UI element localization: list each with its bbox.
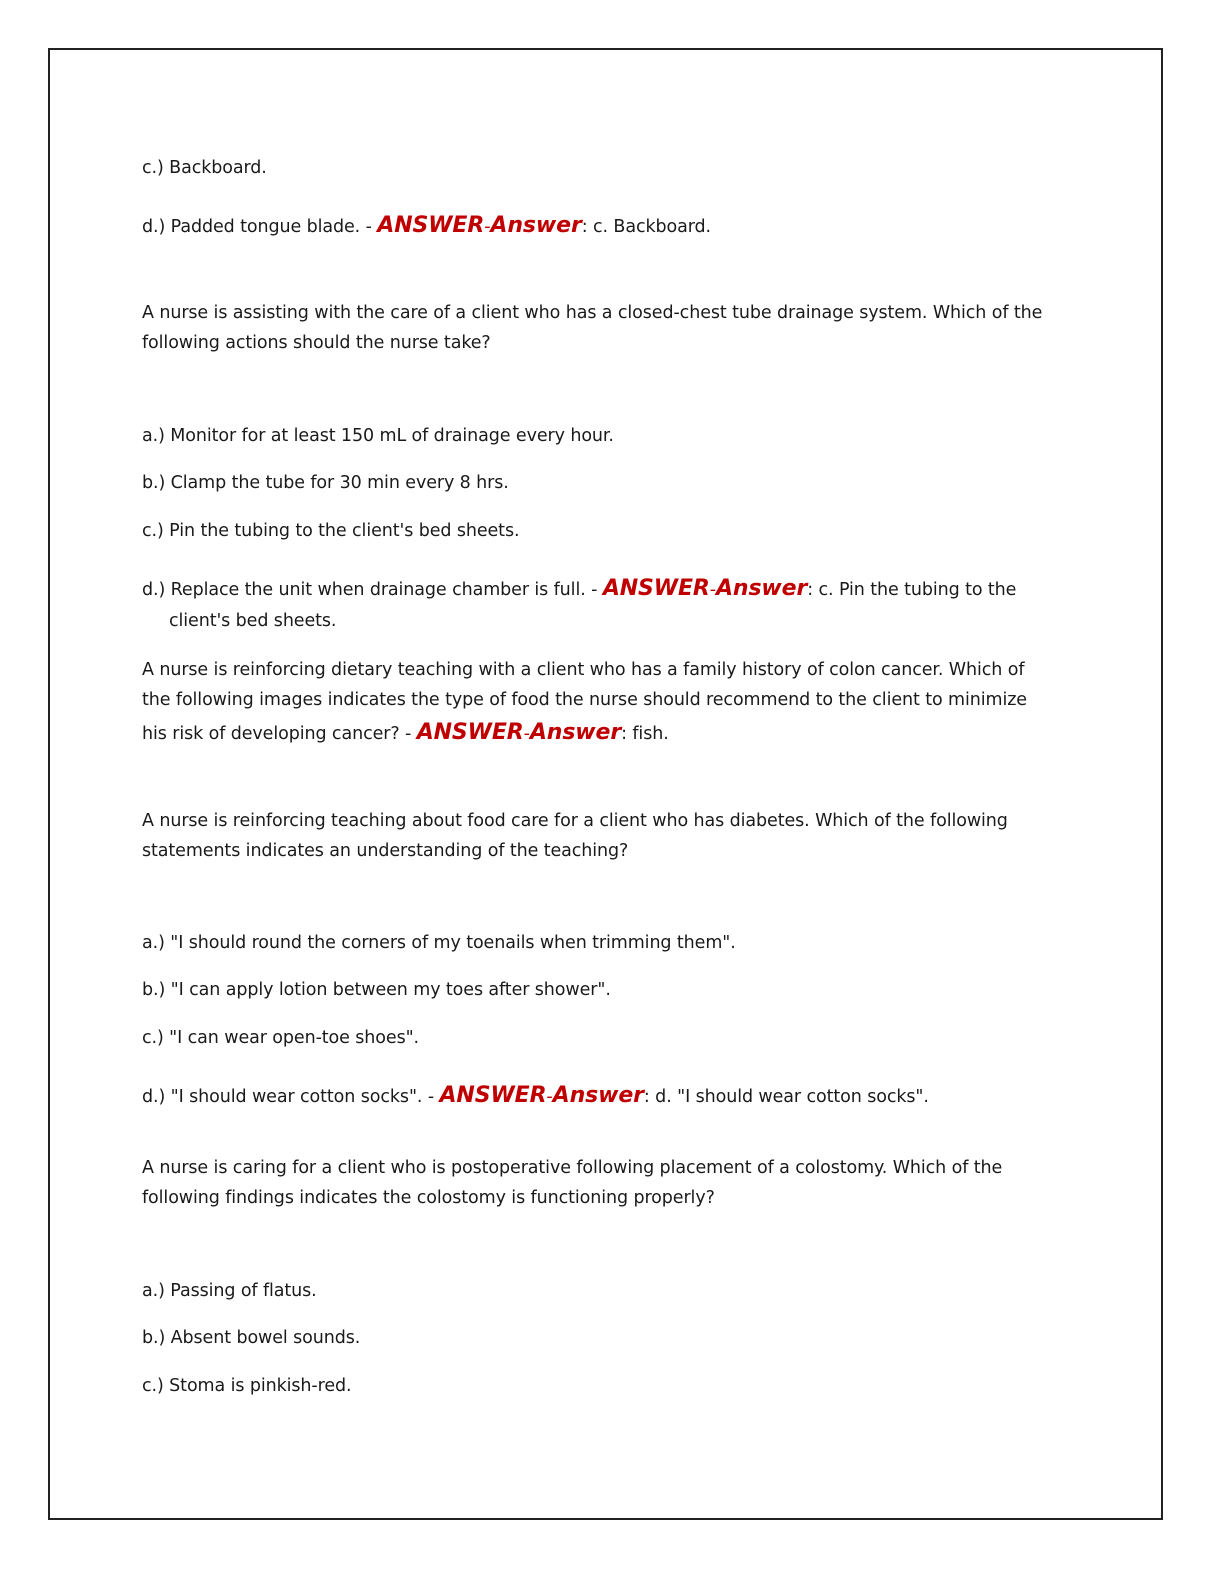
answer-text: : fish.	[621, 724, 669, 744]
answer-line	[142, 1081, 929, 1112]
option-line: b.) "I can apply lotion between my toes after shower".	[142, 980, 611, 1000]
option-line: c.) Pin the tubing to the client's bed sheets.	[142, 521, 520, 541]
option-line: b.) Absent bowel sounds.	[142, 1328, 361, 1348]
answer-text: : d. "I should wear cotton socks".	[643, 1087, 929, 1107]
question-line: following findings indicates the colostomy is functioning properly?	[142, 1188, 715, 1208]
answer-label: Answer	[490, 213, 582, 238]
answer-sep: -	[546, 1087, 553, 1107]
answer-label: Answer	[529, 720, 622, 745]
option-line: a.) Monitor for at least 150 mL of drainage every hour.	[142, 426, 614, 446]
answer-label: Answer	[715, 576, 808, 601]
answer-label: ANSWER	[377, 213, 485, 238]
question-line: A nurse is reinforcing dietary teaching with a client who has a family history of colon cancer. Which of	[142, 660, 1025, 680]
answer-sep: -	[709, 580, 716, 600]
answer-label: ANSWER	[602, 576, 710, 601]
question-line: A nurse is reinforcing teaching about food care for a client who has diabetes. Which of the following	[142, 811, 1008, 831]
option-line: c.) "I can wear open-toe shoes".	[142, 1028, 420, 1048]
option-text: d.) Replace the unit when drainage chamber is full. -	[142, 580, 603, 600]
question-line: following actions should the nurse take?	[142, 333, 491, 353]
answer-continuation: client's bed sheets.	[169, 611, 337, 631]
option-line: b.) Clamp the tube for 30 min every 8 hrs.	[142, 473, 509, 493]
question-line: A nurse is caring for a client who is postoperative following placement of a colostomy. Which of the	[142, 1158, 1003, 1178]
question-line: statements indicates an understanding of the teaching?	[142, 841, 629, 861]
answer-sep: -	[484, 217, 491, 237]
option-text: d.) "I should wear cotton socks". -	[142, 1087, 440, 1107]
answer-label: ANSWER	[439, 1083, 547, 1108]
option-line: a.) "I should round the corners of my toenails when trimming them".	[142, 933, 736, 953]
option-line: c.) Stoma is pinkish-red.	[142, 1376, 352, 1396]
option-text: d.) Padded tongue blade. -	[142, 217, 378, 237]
answer-sep: -	[523, 724, 530, 744]
answer-text: : c. Backboard.	[581, 217, 711, 237]
option-line: a.) Passing of flatus.	[142, 1281, 317, 1301]
answer-label: ANSWER	[416, 720, 524, 745]
answer-line	[142, 574, 1016, 605]
question-line: A nurse is assisting with the care of a client who has a closed-chest tube drainage system. Which of the	[142, 303, 1043, 323]
answer-text: : c. Pin the tubing to the	[807, 580, 1017, 600]
answer-label: Answer	[552, 1083, 644, 1108]
answer-line	[142, 718, 669, 749]
answer-line	[142, 211, 711, 242]
option-line: c.) Backboard.	[142, 158, 267, 178]
question-line: the following images indicates the type of food the nurse should recommend to the client to minimize	[142, 690, 1027, 710]
question-text: his risk of developing cancer? -	[142, 724, 417, 744]
